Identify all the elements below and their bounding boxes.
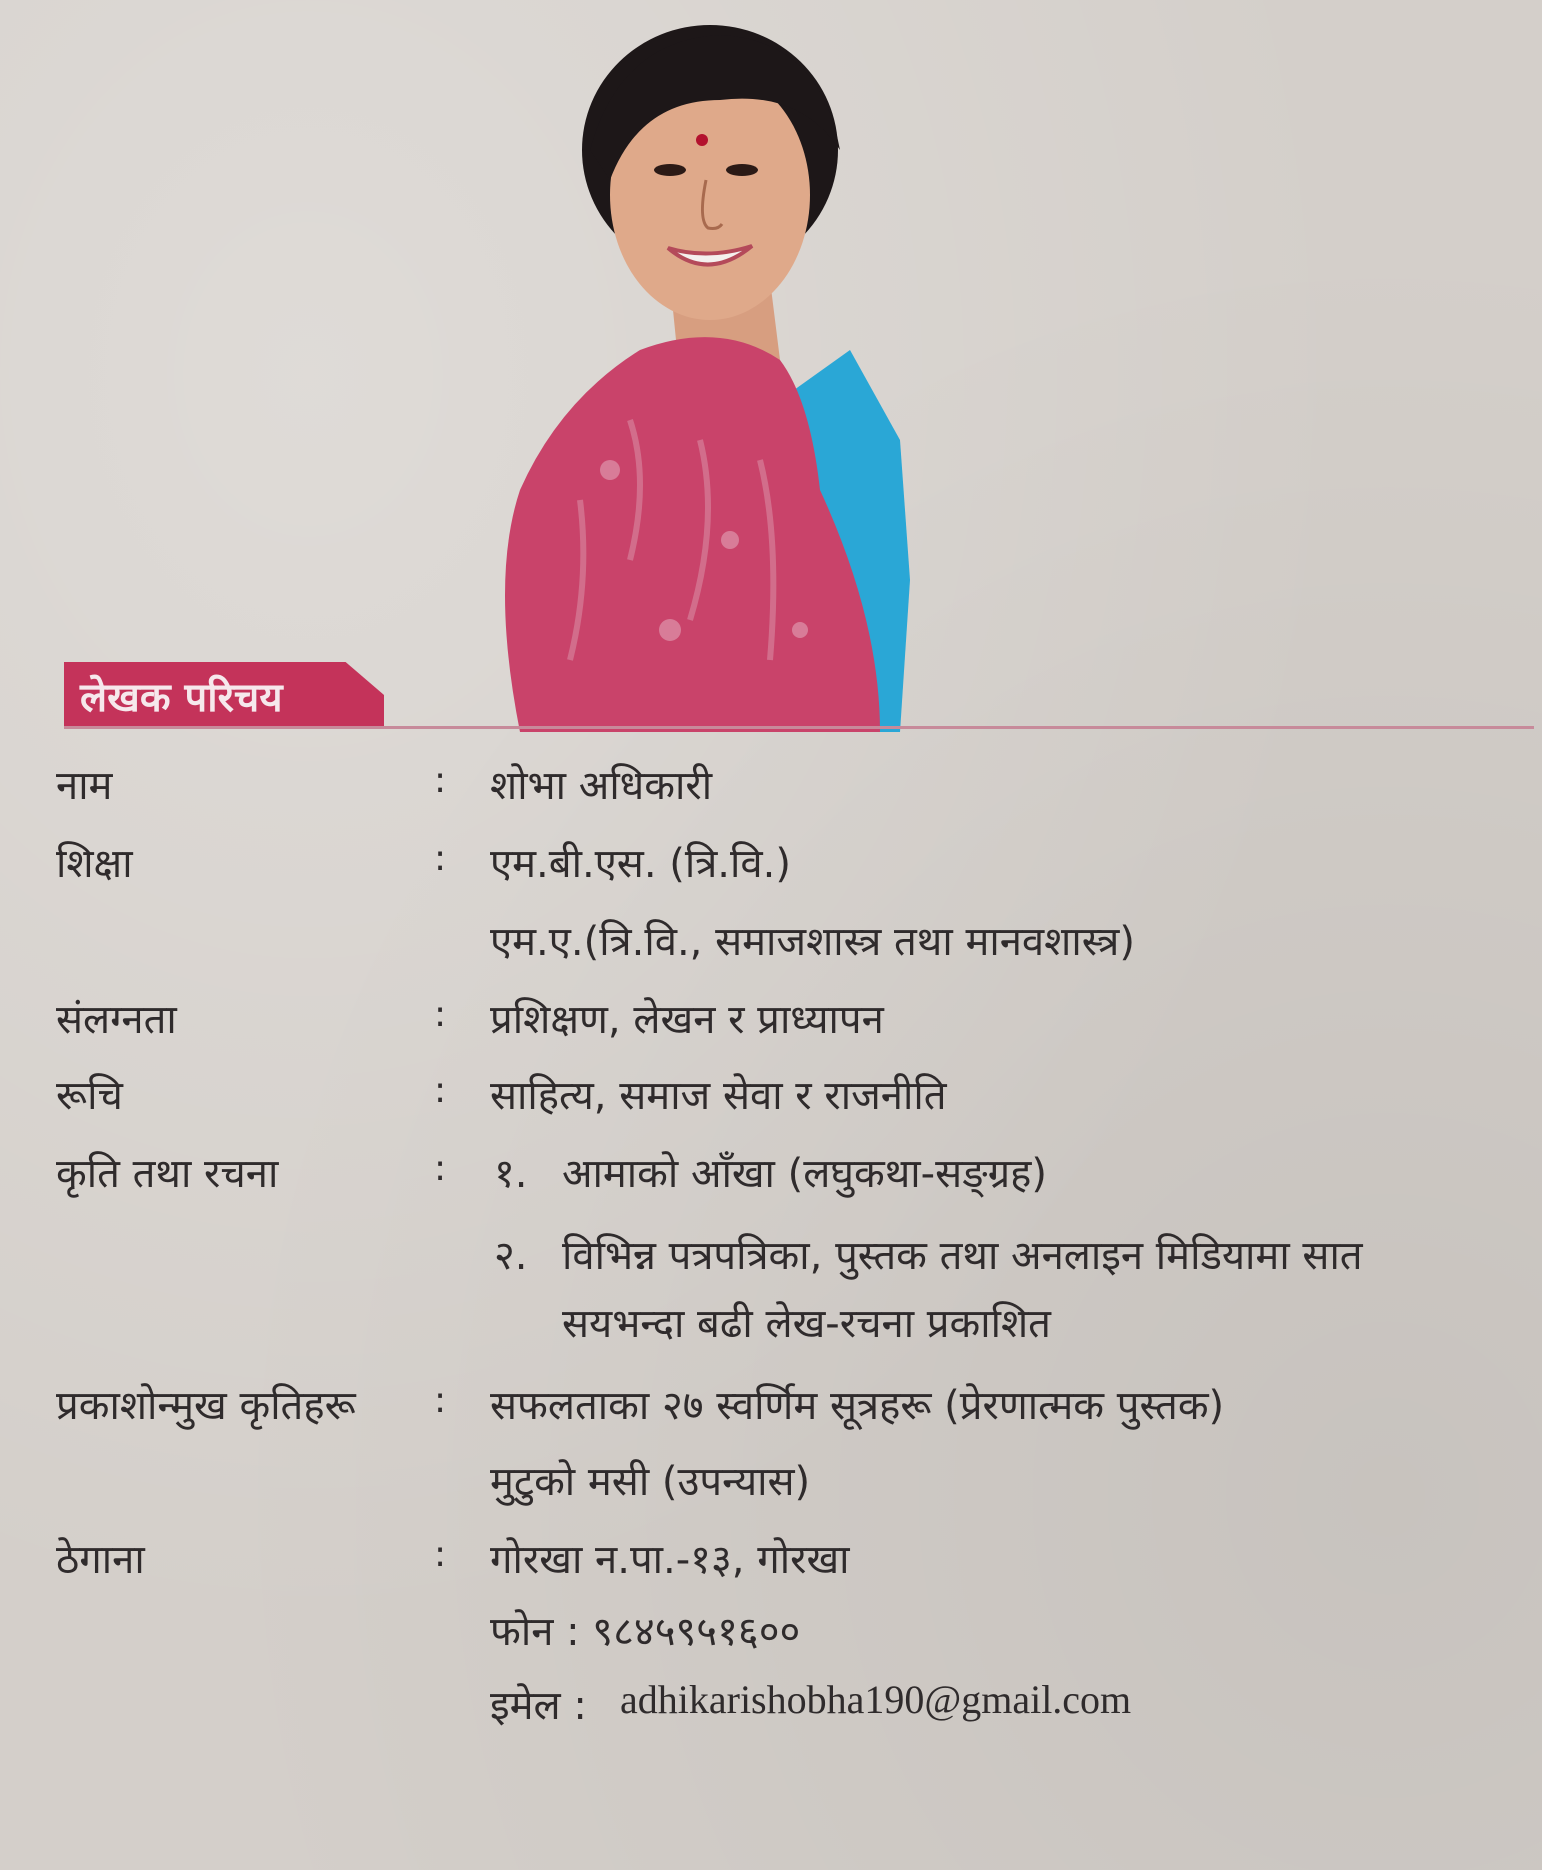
name-separator: : bbox=[434, 760, 447, 801]
works-item-2-number: २. bbox=[494, 1233, 528, 1279]
email-value[interactable]: adhikarishobha190@gmail.com bbox=[620, 1677, 1132, 1722]
address-separator: : bbox=[434, 1534, 447, 1575]
upcoming-works-separator: : bbox=[434, 1380, 447, 1421]
upcoming-works-value-1: सफलताका २७ स्वर्णिम सूत्रहरू (प्रेरणात्मक पुस्तक) bbox=[490, 1383, 1225, 1429]
upcoming-works-value-2: मुटुको मसी (उपन्यास) bbox=[490, 1459, 811, 1505]
engagement-separator: : bbox=[434, 994, 447, 1035]
education-value-1: एम.बी.एस. (त्रि.वि.) bbox=[490, 841, 791, 887]
works-label: कृति तथा रचना bbox=[56, 1151, 279, 1197]
email-label: इमेल : bbox=[490, 1683, 587, 1729]
works-separator: : bbox=[434, 1148, 447, 1189]
works-item-2-text-line-2: सयभन्दा बढी लेख-रचना प्रकाशित bbox=[562, 1301, 1051, 1347]
works-item-1-number: १. bbox=[494, 1151, 528, 1197]
engagement-label: संलग्नता bbox=[56, 997, 177, 1043]
upcoming-works-label: प्रकाशोन्मुख कृतिहरू bbox=[56, 1383, 356, 1429]
name-label: नाम bbox=[56, 763, 113, 809]
engagement-value: प्रशिक्षण, लेखन र प्राध्यापन bbox=[490, 997, 884, 1043]
section-title: लेखक परिचय bbox=[80, 675, 283, 721]
education-label: शिक्षा bbox=[56, 841, 133, 887]
education-separator: : bbox=[434, 838, 447, 879]
address-value: गोरखा न.पा.-१३, गोरखा bbox=[490, 1537, 850, 1583]
address-label: ठेगाना bbox=[56, 1537, 145, 1583]
author-portrait bbox=[480, 20, 1080, 732]
interest-label: रूचि bbox=[56, 1073, 123, 1119]
education-value-2: एम.ए.(त्रि.वि., समाजशास्त्र तथा मानवशास्त्र) bbox=[490, 919, 1135, 965]
interest-value: साहित्य, समाज सेवा र राजनीति bbox=[490, 1073, 947, 1119]
phone-value: फोन : ९८४५९५१६०० bbox=[490, 1609, 801, 1655]
name-value: शोभा अधिकारी bbox=[490, 763, 713, 809]
section-divider bbox=[64, 726, 1534, 729]
interest-separator: : bbox=[434, 1070, 447, 1111]
works-item-1-text: आमाको आँखा (लघुकथा-सङ्ग्रह) bbox=[562, 1151, 1047, 1197]
works-item-2-text-line-1: विभिन्न पत्रपत्रिका, पुस्तक तथा अनलाइन मिडियामा सात bbox=[562, 1233, 1363, 1279]
